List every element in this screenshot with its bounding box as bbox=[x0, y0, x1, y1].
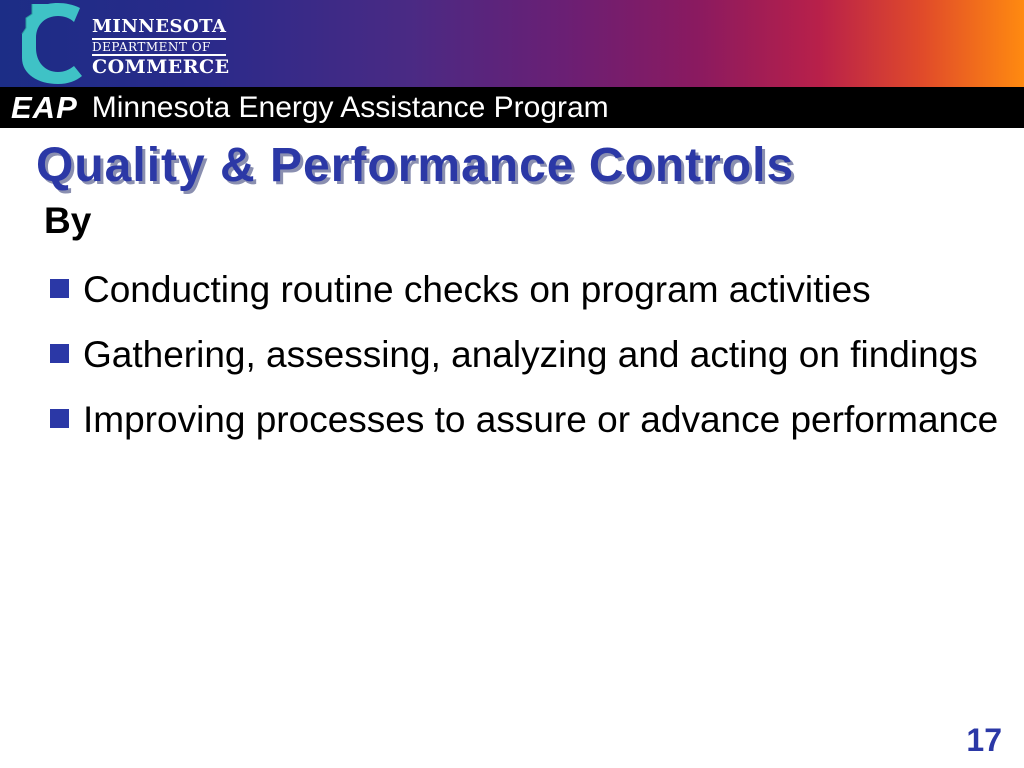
bullet-text: Improving processes to assure or advance performance bbox=[83, 399, 999, 440]
page-number: 17 bbox=[966, 722, 1002, 758]
logo-line-commerce: COMMERCE bbox=[92, 56, 230, 78]
square-bullet-icon bbox=[50, 279, 69, 298]
minnesota-c-logo-icon bbox=[18, 2, 94, 86]
logo-line-department: DEPARTMENT OF bbox=[92, 40, 211, 54]
program-banner bbox=[0, 87, 1024, 128]
bullet-text: Conducting routine checks on program activities bbox=[83, 269, 871, 310]
bullet-text: Gathering, assessing, analyzing and acting on findings bbox=[83, 334, 978, 375]
square-bullet-icon bbox=[50, 344, 69, 363]
lead-text: By bbox=[44, 200, 92, 241]
bullet-list bbox=[50, 264, 1010, 459]
bullet-item bbox=[50, 394, 1010, 446]
header-gradient-band bbox=[0, 0, 1024, 87]
bullet-item bbox=[50, 329, 1010, 381]
commerce-logo bbox=[18, 2, 230, 86]
banner-title: Minnesota Energy Assistance Program bbox=[91, 90, 609, 124]
square-bullet-icon bbox=[50, 409, 69, 428]
logo-line-minnesota: MINNESOTA bbox=[92, 16, 227, 37]
bullet-item bbox=[50, 264, 1010, 316]
slide-title: Quality & Performance Controls bbox=[36, 139, 795, 192]
banner-acronym: EAP bbox=[11, 89, 78, 125]
